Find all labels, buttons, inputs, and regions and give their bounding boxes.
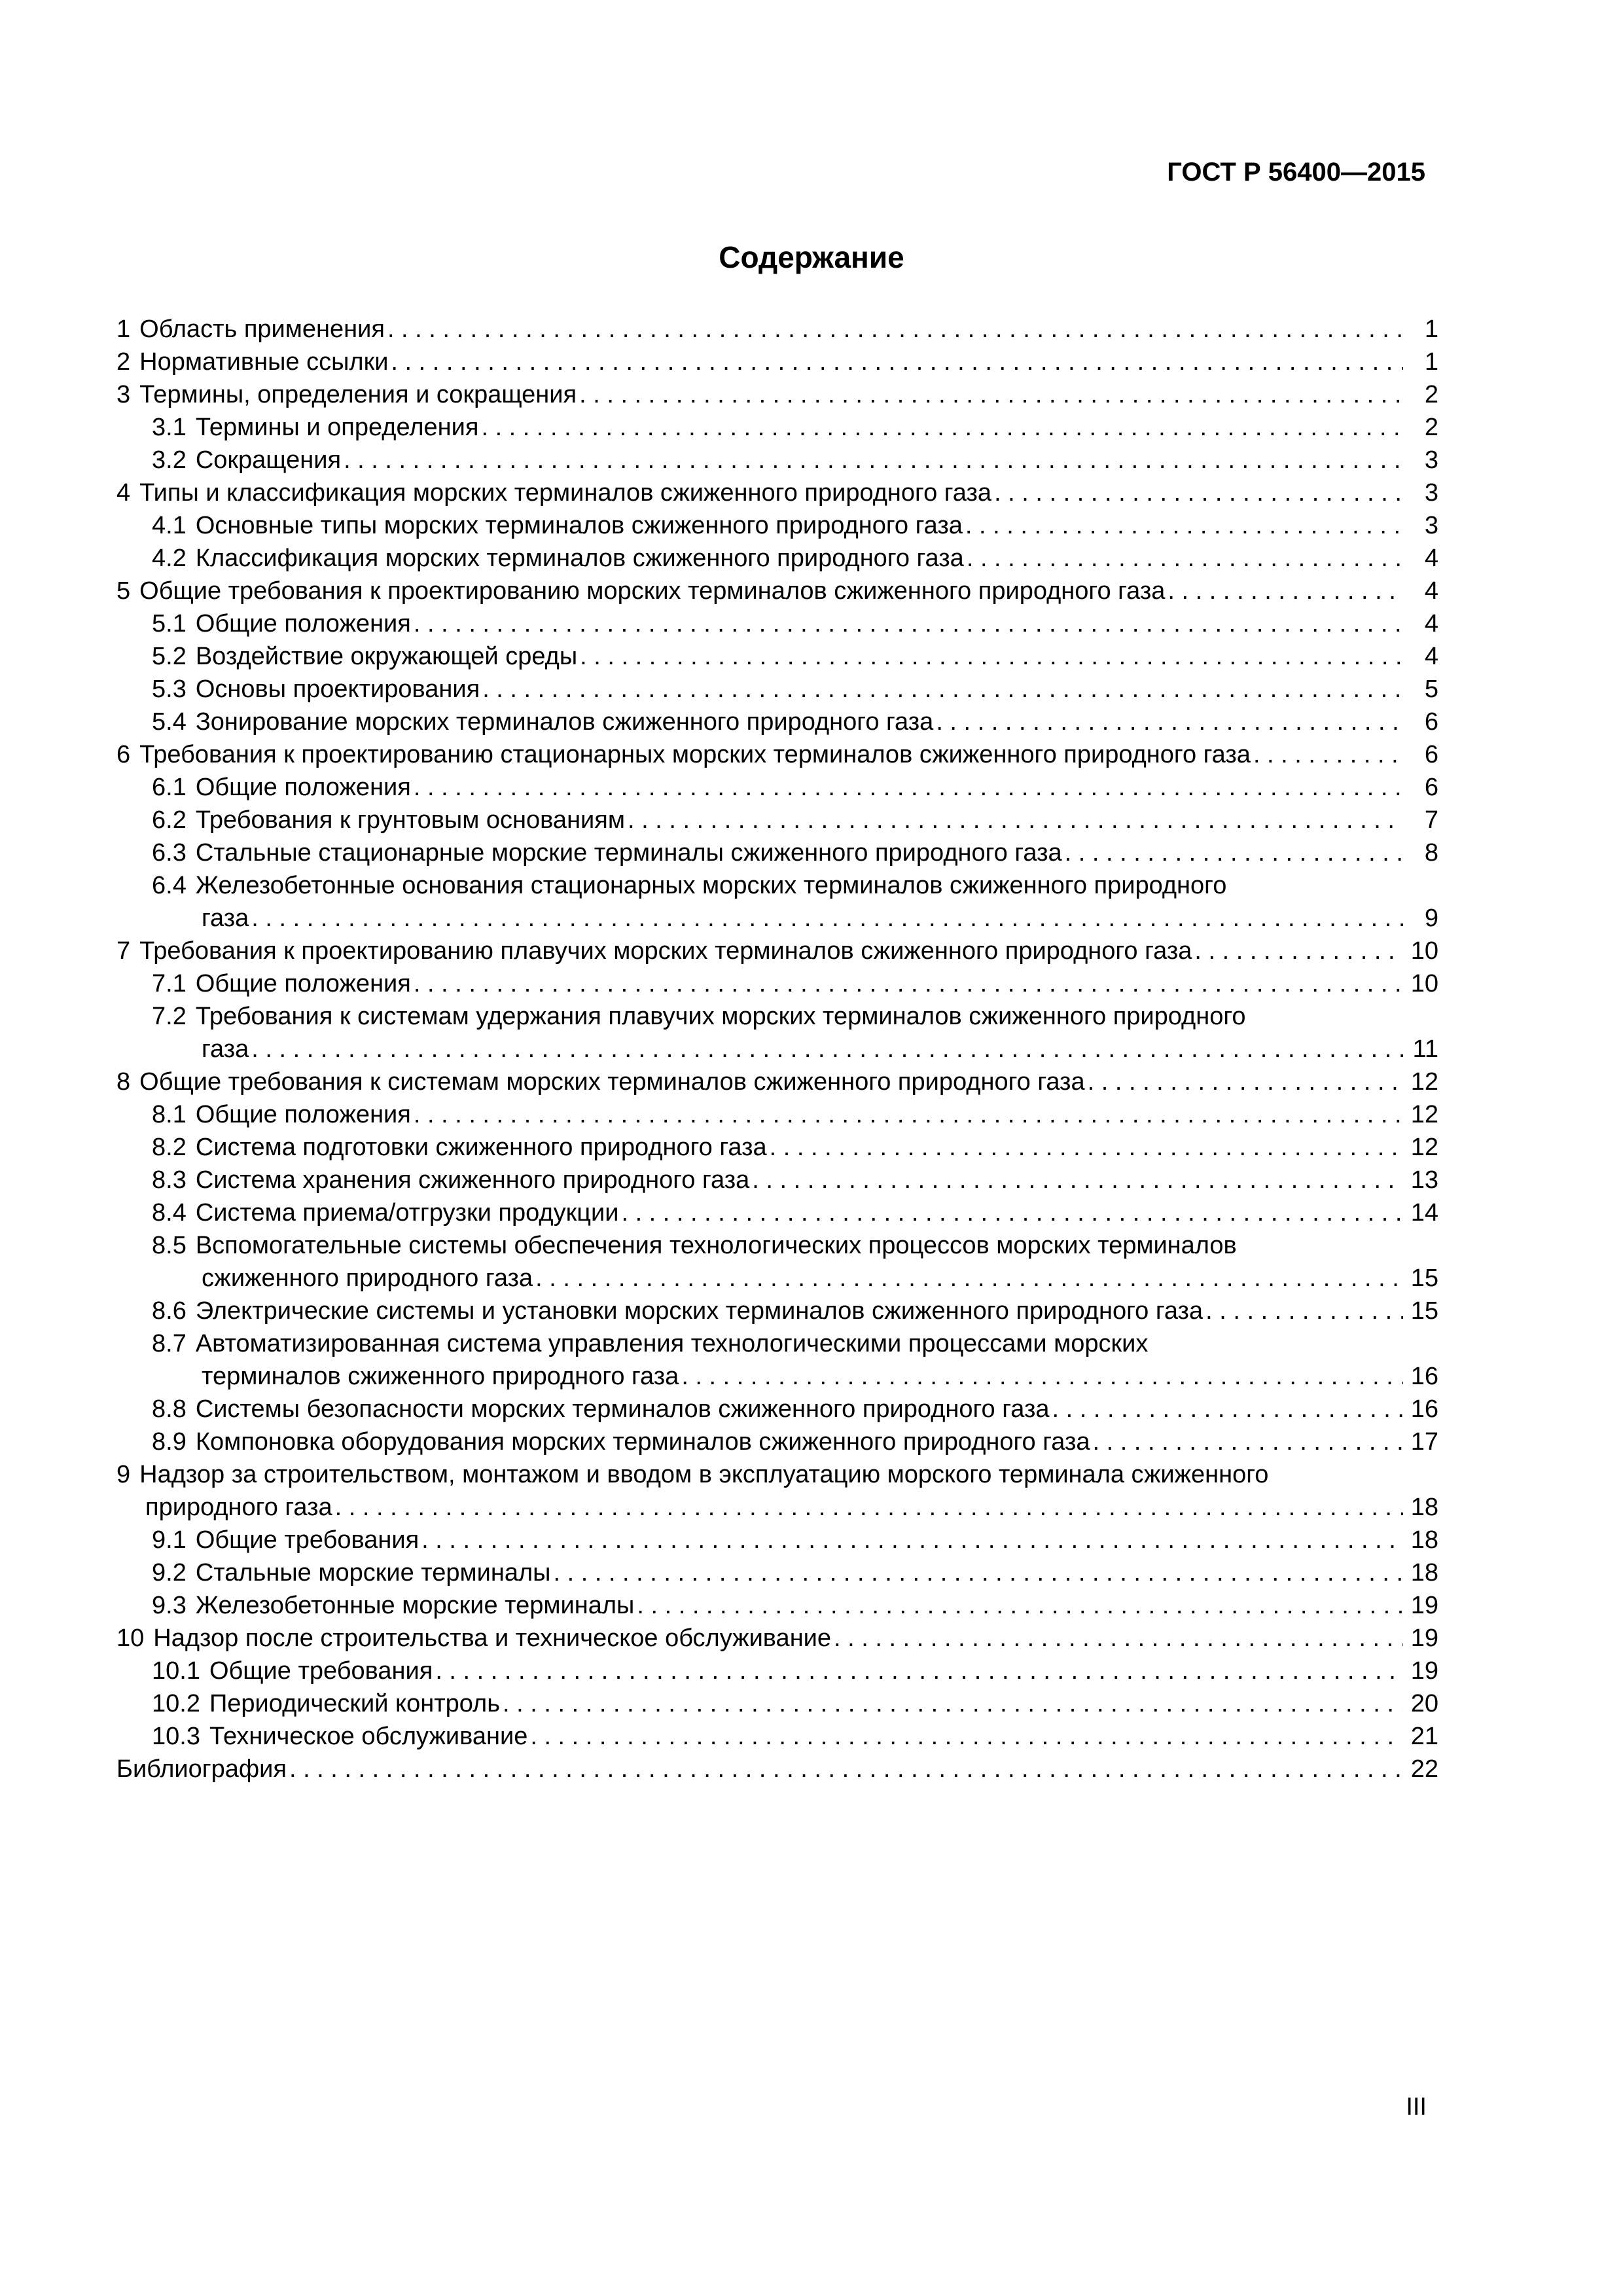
toc-entry-number: 4.2 [152,545,187,572]
toc-entry-label: Общие требования [209,1657,433,1685]
toc-entry-number: 8.4 [152,1199,187,1227]
dot-leader [967,542,1403,575]
toc-entry-number: 3.1 [152,414,187,441]
toc-entry-label: Техническое обслуживание [209,1723,528,1750]
toc-entry[interactable] [116,575,1438,607]
dot-leader [481,411,1403,444]
toc-entry-page: 18 [1410,1559,1438,1587]
toc-entry-page: 18 [1410,1526,1438,1554]
toc-entry-label-continuation: газа [202,905,249,932]
toc-entry-number: 9.1 [152,1526,187,1554]
toc-entry-page: 4 [1424,545,1438,572]
dot-leader [251,1033,1403,1066]
toc-entry-number: 8.3 [152,1166,187,1194]
toc-entry-number: 10.3 [152,1723,200,1750]
toc-entry-page: 13 [1410,1166,1438,1194]
toc-entry-page: 6 [1424,741,1438,768]
dot-leader [1065,836,1403,869]
toc-entry[interactable] [116,378,1438,411]
toc-entry-label: Общие положения [195,1101,411,1128]
toc-entry-page: 3 [1424,479,1438,507]
toc-entry-label: Воздействие окружающей среды [195,643,578,670]
toc-entry-page: 19 [1410,1624,1438,1652]
toc-entry-number: 8.9 [152,1428,187,1456]
toc-entry[interactable] [116,1426,1438,1458]
toc-entry-label: Общие положения [195,610,411,637]
toc-entry-page: 8 [1424,839,1438,867]
toc-entry[interactable] [116,869,1438,902]
toc-entry-page: 6 [1424,774,1438,801]
toc-entry-number: 9 [116,1461,131,1488]
toc-entry-page: 7 [1424,806,1438,834]
toc-entry-number: 7 [116,937,131,965]
toc-entry[interactable] [116,1458,1438,1491]
toc-entry-label-continuation: сжиженного природного газа [202,1265,533,1292]
toc-entry-label: Вспомогательные системы обеспечения технологических процессов морских терминалов [195,1232,1237,1259]
toc-entry-number: 9.3 [152,1592,187,1619]
page-number: III [1406,2093,1427,2121]
toc-entry-number: 5 [116,577,131,605]
toc-entry-label: Надзор после строительства и техническое обслуживание [153,1624,832,1652]
toc-entry[interactable] [116,640,1438,673]
toc-entry-number: 5.3 [152,675,187,703]
dot-leader [994,476,1403,509]
toc-entry-page: 14 [1410,1199,1438,1227]
toc-entry-number: 5.4 [152,708,187,736]
toc-entry-label: Общие положения [195,970,411,997]
dot-leader [1093,1426,1403,1458]
toc-entry-number: 8 [116,1068,131,1096]
toc-entry-number: 4.1 [152,512,187,539]
toc-entry-label: Периодический контроль [209,1690,501,1717]
dot-leader [621,1196,1403,1229]
toc-entry-number: 8.7 [152,1330,187,1357]
dot-leader [414,967,1403,1000]
toc-entry-page: 10 [1410,970,1438,997]
toc-entry-label: Сокращения [195,446,342,474]
toc-entry-label: Стальные стационарные морские терминалы сжиженного природного газа [195,839,1062,867]
dot-leader [681,1360,1403,1393]
toc-entry-page: 10 [1410,937,1438,965]
toc-entry-page: 22 [1410,1755,1438,1783]
toc-entry-label: Общие требования к проектированию морских терминалов сжиженного природного газа [139,577,1166,605]
dot-leader [752,1164,1403,1196]
toc-entry[interactable] [116,1393,1438,1426]
toc-entry-page: 12 [1410,1101,1438,1128]
toc-entry-continuation[interactable] [116,1360,1438,1393]
toc-entry-label: Система хранения сжиженного природного газа [195,1166,750,1194]
toc-entry[interactable] [116,411,1438,444]
dot-leader [1052,1393,1403,1426]
dot-leader [530,1720,1403,1753]
toc-entry-number: 6.3 [152,839,187,867]
toc-entry-page: 9 [1424,905,1438,932]
toc-entry[interactable] [116,1164,1438,1196]
dot-leader [251,902,1403,935]
toc-entry[interactable] [116,1556,1438,1589]
dot-leader [770,1131,1403,1164]
toc-entry-label: Система подготовки сжиженного природного газа [195,1134,767,1161]
dot-leader [965,509,1403,542]
toc-entry[interactable] [116,1295,1438,1327]
toc-entry-label: Железобетонные основания стационарных морских терминалов сжиженного природного [195,872,1227,899]
toc-entry-number: 8.6 [152,1297,187,1325]
toc-entry-label: Система приема/отгрузки продукции [195,1199,619,1227]
toc-entry-label: Общие положения [195,774,411,801]
toc-entry[interactable] [116,542,1438,575]
toc-entry-label: Общие требования [195,1526,419,1554]
toc-entry[interactable] [116,476,1438,509]
dot-leader [1088,1066,1403,1098]
toc-entry-page: 18 [1410,1494,1438,1521]
dot-leader [414,771,1403,804]
dot-leader [628,804,1403,836]
toc-entry-page: 12 [1410,1134,1438,1161]
toc-entry-page: 20 [1410,1690,1438,1717]
toc-entry-number: 6 [116,741,131,768]
toc-entry-page: 4 [1424,577,1438,605]
toc-entry[interactable] [116,1687,1438,1720]
toc-entry-label: Требования к проектированию стационарных морских терминалов сжиженного природного газа [139,741,1251,768]
toc-entry-page: 2 [1424,414,1438,441]
toc-entry-number: 9.2 [152,1559,187,1587]
toc-entry-page: 6 [1424,708,1438,736]
dot-leader [414,607,1403,640]
toc-entry-number: 5.1 [152,610,187,637]
dot-leader [1194,935,1403,967]
toc-entry-continuation[interactable] [116,1033,1438,1066]
toc-entry[interactable] [116,1327,1438,1360]
toc-entry-number: 5.2 [152,643,187,670]
toc-entry-page: 17 [1410,1428,1438,1456]
toc-entry-label: Типы и классификация морских терминалов сжиженного природного газа [139,479,992,507]
toc-entry-number: 8.2 [152,1134,187,1161]
toc-entry-label: Нормативные ссылки [139,348,389,376]
toc-entry-label: Автоматизированная система управления технологическими процессами морских [195,1330,1149,1357]
toc-entry-number: 6.1 [152,774,187,801]
page-title: Содержание [719,240,904,274]
toc-entry-number: 10.1 [152,1657,200,1685]
toc-entry-page: 12 [1410,1068,1438,1096]
toc-entry[interactable] [116,444,1438,476]
toc-entry-label: Классификация морских терминалов сжиженного природного газа [195,545,964,572]
toc-entry-label-continuation: газа [202,1035,249,1063]
toc-entry-number: 3.2 [152,446,187,474]
dot-leader [834,1622,1403,1655]
toc-entry-page: 4 [1424,643,1438,670]
dot-leader [579,378,1403,411]
dot-leader [580,640,1403,673]
toc-entry[interactable] [116,1622,1438,1655]
dot-leader [1205,1295,1403,1327]
toc-entry[interactable] [116,1655,1438,1687]
toc-entry[interactable] [116,346,1438,378]
toc-entry-label: Общие требования к системам морских терминалов сжиженного природного газа [139,1068,1085,1096]
dot-leader [936,706,1403,738]
toc-entry-page: 3 [1424,512,1438,539]
toc-entry-page: 2 [1424,381,1438,408]
toc-entry[interactable] [116,1131,1438,1164]
toc-entry[interactable] [116,673,1438,706]
toc-entry-label: Требования к грунтовым основаниям [195,806,625,834]
toc-entry-number: 8.5 [152,1232,187,1259]
toc-entry[interactable] [116,804,1438,836]
dot-leader [414,1098,1403,1131]
toc-entry-label-continuation: природного газа [145,1494,332,1521]
toc-entry-label: Область применения [139,315,385,343]
dot-leader [391,346,1403,378]
toc-entry-label-continuation: терминалов сжиженного природного газа [202,1363,679,1390]
toc-entry-label: Требования к системам удержания плавучих морских терминалов сжиженного природного [195,1003,1246,1030]
toc-entry-continuation[interactable] [116,1262,1438,1295]
toc-entry[interactable] [116,509,1438,542]
toc-entry-number: 4 [116,479,131,507]
toc-entry-label: Требования к проектированию плавучих морских терминалов сжиженного природного газа [139,937,1192,965]
toc-entry-label: Надзор за строительством, монтажом и вводом в эксплуатацию морского терминала сжиженного [139,1461,1269,1488]
toc-entry-number: 10.2 [152,1690,200,1717]
toc-entry[interactable] [116,738,1438,771]
toc-entry-label: Зонирование морских терминалов сжиженного природного газа [195,708,934,736]
toc-entry-label: Электрические системы и установки морских терминалов сжиженного природного газа [195,1297,1204,1325]
dot-leader [289,1753,1403,1785]
toc-entry[interactable] [116,1196,1438,1229]
toc-entry-continuation[interactable] [116,1491,1438,1524]
toc-entry-page: 4 [1424,610,1438,637]
toc-entry[interactable] [116,935,1438,967]
dot-leader [435,1655,1403,1687]
dot-leader [421,1524,1403,1556]
toc-entry-continuation[interactable] [116,902,1438,935]
toc-entry-page: 3 [1424,446,1438,474]
toc-entry-label: Стальные морские терминалы [195,1559,551,1587]
toc-entry[interactable] [116,1098,1438,1131]
toc-entry-page: 21 [1410,1723,1438,1750]
toc-entry-number: 8.8 [152,1395,187,1423]
toc-entry-label: Термины, определения и сокращения [139,381,577,408]
toc-entry-page: 1 [1424,315,1438,343]
toc-entry-number: 6.4 [152,872,187,899]
toc-entry[interactable] [116,1000,1438,1033]
toc-entry-page: 15 [1410,1297,1438,1325]
toc-entry-page: 16 [1410,1395,1438,1423]
toc-entry-label: Железобетонные морские терминалы [195,1592,635,1619]
dot-leader [482,673,1403,706]
dot-leader [335,1491,1403,1524]
toc-entry-label: Основы проектирования [195,675,480,703]
toc-entry-number: 8.1 [152,1101,187,1128]
toc-entry-bibliography[interactable] [116,1753,1438,1785]
table-of-contents [116,313,1438,1785]
dot-leader [344,444,1403,476]
document-code: ГОСТ Р 56400—2015 [1167,158,1425,187]
toc-entry[interactable] [116,1229,1438,1262]
toc-entry-page: 16 [1410,1363,1438,1390]
toc-entry[interactable] [116,771,1438,804]
toc-entry[interactable] [116,967,1438,1000]
dot-leader [553,1556,1403,1589]
toc-entry[interactable] [116,607,1438,640]
toc-entry[interactable] [116,706,1438,738]
dot-leader [535,1262,1403,1295]
toc-entry-page: 1 [1424,348,1438,376]
toc-entry-number: 10 [116,1624,145,1652]
toc-entry-number: 1 [116,315,131,343]
dot-leader [637,1589,1403,1622]
toc-entry[interactable] [116,1589,1438,1622]
toc-entry-number: 7.2 [152,1003,187,1030]
toc-entry-label: Библиография [116,1755,287,1783]
toc-entry-label: Термины и определения [195,414,479,441]
toc-entry-page: 11 [1412,1035,1438,1063]
toc-entry[interactable] [116,1720,1438,1753]
toc-entry-page: 19 [1410,1592,1438,1619]
toc-entry[interactable] [116,836,1438,869]
toc-entry[interactable] [116,1066,1438,1098]
toc-entry-label: Основные типы морских терминалов сжиженного природного газа [195,512,963,539]
toc-entry[interactable] [116,313,1438,346]
toc-entry-number: 6.2 [152,806,187,834]
toc-entry-label: Системы безопасности морских терминалов сжиженного природного газа [195,1395,1050,1423]
toc-entry-number: 2 [116,348,131,376]
dot-leader [1168,575,1403,607]
toc-entry-page: 19 [1410,1657,1438,1685]
toc-entry-page: 5 [1424,675,1438,703]
dot-leader [503,1687,1403,1720]
toc-entry-label: Компоновка оборудования морских терминалов сжиженного природного газа [195,1428,1090,1456]
toc-entry-number: 3 [116,381,131,408]
toc-entry-number: 7.1 [152,970,187,997]
dot-leader [387,313,1403,346]
toc-entry[interactable] [116,1524,1438,1556]
toc-entry-page: 15 [1410,1265,1438,1292]
dot-leader [1253,738,1403,771]
